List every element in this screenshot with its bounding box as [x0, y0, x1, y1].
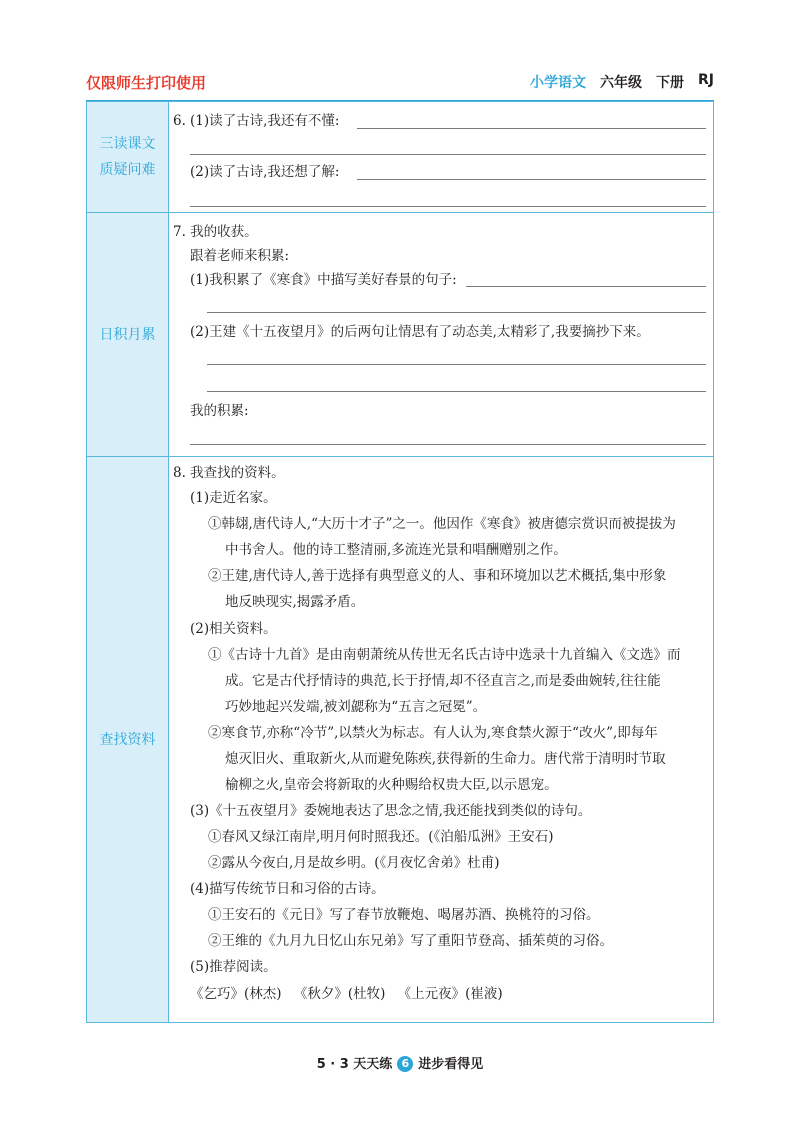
section-research — [87, 457, 714, 1023]
paragraph-line: ②王维的《九月九日忆山东兄弟》写了重阳节登高、插茱萸的习俗。 — [208, 933, 613, 949]
q8-sub-5: (5)推荐阅读。 — [190, 959, 277, 975]
paragraph-line: 巧妙地起兴发端,被刘勰称为“五言之冠冕”。 — [225, 699, 487, 715]
q8-sub-1: (1)走近名家。 — [190, 490, 277, 506]
print-notice: 仅限师生打印使用 — [86, 74, 207, 92]
answer-line[interactable] — [357, 128, 706, 129]
answer-line[interactable] — [207, 312, 706, 313]
section-label: 日积月累 — [87, 213, 169, 457]
subject: 小学语文 — [530, 75, 586, 91]
page-footer — [0, 1053, 800, 1072]
q6-prompt-2: (2)读了古诗,我还想了解: — [190, 164, 340, 180]
grade: 六年级 — [600, 75, 642, 91]
paragraph-line: ①韩翃,唐代诗人,“大历十才子”之一。他因作《寒食》被唐德宗赏识而被提拔为 — [208, 516, 676, 532]
section-questioning — [87, 102, 714, 213]
paragraph-line: 成。它是古代抒情诗的典范,长于抒情,却不径直言之,而是委曲婉转,往往能 — [225, 673, 661, 689]
section-content — [169, 102, 714, 213]
paragraph-line: 熄灭旧火、重取新火,从而避免陈疾,获得新的生命力。唐代常于清明时节取 — [225, 751, 666, 767]
footer-brand: 5 · 3 天天练 — [316, 1057, 393, 1072]
paragraph-line: 榆柳之火,皇帝会将新取的火种赐给权贵大臣,以示恩宠。 — [225, 777, 558, 793]
q8-title: 8. 我查找的资料。 — [173, 465, 285, 481]
volume: 下册 — [656, 75, 684, 91]
reading-list: 《乞巧》(林杰) 《秋夕》(杜牧) 《上元夜》(崔液) — [190, 986, 503, 1002]
section-accumulation — [87, 213, 714, 457]
q8-sub-2: (2)相关资料。 — [190, 621, 277, 637]
paragraph-line: ①春风又绿江南岸,明月何时照我还。(《泊船瓜洲》王安石) — [208, 829, 554, 845]
q8-sub-3: (3)《十五夜望月》委婉地表达了思念之情,我还能找到类似的诗句。 — [190, 803, 592, 819]
q7-prompt-1: (1)我积累了《寒食》中描写美好春景的句子: — [190, 272, 457, 288]
section-content — [169, 213, 714, 457]
answer-line[interactable] — [190, 206, 706, 207]
section-label: 三读课文 质疑问难 — [87, 102, 169, 213]
footer-badge: 6 — [397, 1056, 413, 1072]
paragraph-line: ②露从今夜白,月是故乡明。(《月夜忆舍弟》杜甫) — [208, 855, 500, 871]
edition: RJ — [698, 72, 714, 88]
answer-line[interactable] — [190, 444, 706, 445]
paragraph-line: 中书舍人。他的诗工整清丽,多流连光景和唱酬赠别之作。 — [225, 542, 567, 558]
answer-line[interactable] — [207, 364, 706, 365]
q7-prompt-3: 我的积累: — [190, 403, 249, 419]
paragraph-line: ①《古诗十九首》是由南朝萧统从传世无名氏古诗中选录十九首编入《文选》而 — [208, 647, 681, 663]
footer-slogan: 进步看得见 — [418, 1057, 484, 1072]
answer-line[interactable] — [190, 154, 706, 155]
book-info — [530, 72, 714, 92]
answer-line[interactable] — [207, 391, 706, 392]
section-label: 查找资料 — [87, 457, 169, 1023]
q8-sub-4: (4)描写传统节日和习俗的古诗。 — [190, 881, 385, 897]
q6-number: 6. — [173, 113, 186, 129]
paragraph-line: ②王建,唐代诗人,善于选择有典型意义的人、事和环境加以艺术概括,集中形象 — [208, 568, 667, 584]
paragraph-line: ①王安石的《元日》写了春节放鞭炮、喝屠苏酒、换桃符的习俗。 — [208, 907, 600, 923]
answer-line[interactable] — [357, 179, 706, 180]
q7-intro: 跟着老师来积累: — [190, 248, 290, 264]
q6-prompt-1: (1)读了古诗,我还有不懂: — [190, 113, 340, 129]
q7-prompt-2: (2)王建《十五夜望月》的后两句让情思有了动态美,太精彩了,我要摘抄下来。 — [190, 324, 650, 340]
paragraph-line: 地反映现实,揭露矛盾。 — [225, 594, 365, 610]
paragraph-line: ②寒食节,亦称“冷节”,以禁火为标志。有人认为,寒食禁火源于“改火”,即每年 — [208, 725, 658, 741]
section-content — [169, 457, 714, 1023]
worksheet-table — [86, 101, 714, 1023]
answer-line[interactable] — [466, 286, 706, 287]
q7-title: 7. 我的收获。 — [173, 224, 258, 240]
